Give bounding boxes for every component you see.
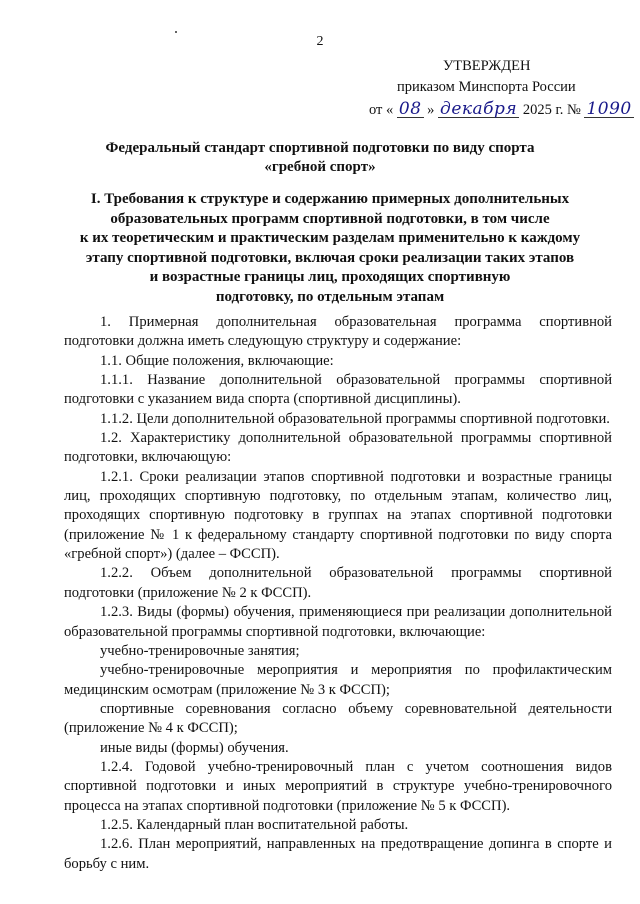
section-title-line: этапу спортивной подготовки, включая сроки реализации таких этапов — [85, 249, 575, 266]
paragraph: 1.2.6. План мероприятий, направленных на предотвращение допинга в спорте и борьбу с ним. — [64, 836, 612, 872]
section-title-line: и возрастные границы лиц, проходящих спортивную — [149, 269, 511, 285]
date-mid: » — [427, 102, 435, 118]
section-title-line: подготовку, по отдельным этапам — [215, 288, 445, 305]
scan-dot-mark — [175, 31, 177, 33]
document-title — [40, 139, 600, 177]
paragraph: 1.2.3. Виды (формы) обучения, применяющиеся при реализации дополнительной образовательной программы спортивной подготовки, включающие: — [64, 604, 612, 640]
handwritten-month: декабря — [440, 99, 518, 119]
list-item: иные виды (формы) обучения. — [100, 739, 289, 756]
paragraph: 1.1. Общие положения, включающие: — [100, 352, 334, 369]
paragraph: 1.2.2. Объем дополнительной образовательной программы спортивной подготовки (приложение № 2 к ФССП). — [64, 565, 612, 601]
approval-date-line — [369, 101, 634, 119]
paragraph: 1. Примерная дополнительная образовательная программа спортивной подготовки должна иметь следующую структуру и содержание: — [64, 314, 612, 350]
list-item: спортивные соревнования согласно объему соревновательной деятельности (приложение № 4 к ФССП); — [64, 700, 612, 737]
paragraph: 1.2.4. Годовой учебно-тренировочный план с учетом соотношения видов спортивной подготовки и иных мероприятий в структуре учебно-тренировочного процесса на этапах спортивной подготовки (приложение № 5 к ФССП). — [64, 758, 612, 814]
paragraph: 1.1.2. Цели дополнительной образовательной программы спортивной подготовки. — [100, 410, 610, 427]
section-title-line: образовательных программ спортивной подготовки, в том числе — [110, 210, 550, 227]
paragraph: 1.1.1. Название дополнительной образовательной программы спортивной подготовки с указанием вида спорта (спортивной дисциплины). — [64, 372, 612, 408]
list-item: учебно-тренировочные занятия; — [100, 642, 300, 659]
paragraph: 1.2.1. Сроки реализации этапов спортивной подготовки и возрастные границы лиц, проходящих спортивную подготовку, по отдельным этапам, количество лиц, проходящих спортивную подготовку в группах на этапах спортивной подготовки (приложение № 1 к федеральному стандарту спортивной подготовки по виду спорта «гребной спорт») (далее – ФССП). — [64, 468, 612, 563]
document-title-line-2: «гребной спорт» — [264, 159, 376, 175]
approval-status: УТВЕРЖДЕН — [443, 58, 531, 74]
document-body — [64, 313, 612, 874]
date-year: 2025 г. № — [522, 102, 581, 118]
approval-order-line: приказом Минспорта России — [397, 79, 576, 95]
section-title — [50, 190, 610, 307]
page-number: 2 — [316, 34, 324, 49]
section-title-line: I. Требования к структуре и содержанию примерных дополнительных — [90, 191, 570, 207]
document-title-line-1: Федеральный стандарт спортивной подготовки по виду спорта — [105, 140, 535, 156]
paragraph: 1.2.5. Календарный план воспитательной работы. — [100, 816, 409, 833]
section-title-line: к их теоретическим и практическим разделам применительно к каждому — [79, 230, 581, 246]
handwritten-day: 08 — [398, 99, 422, 119]
list-item: учебно-тренировочные мероприятия и мероприятия по профилактическим медицинским осмотрам (приложение № 3 к ФССП); — [64, 662, 612, 698]
handwritten-order-number: 1090 — [586, 99, 632, 119]
paragraph: 1.2. Характеристику дополнительной образовательной программы спортивной подготовки, включающую: — [64, 430, 612, 466]
date-prefix: от « — [369, 102, 394, 118]
